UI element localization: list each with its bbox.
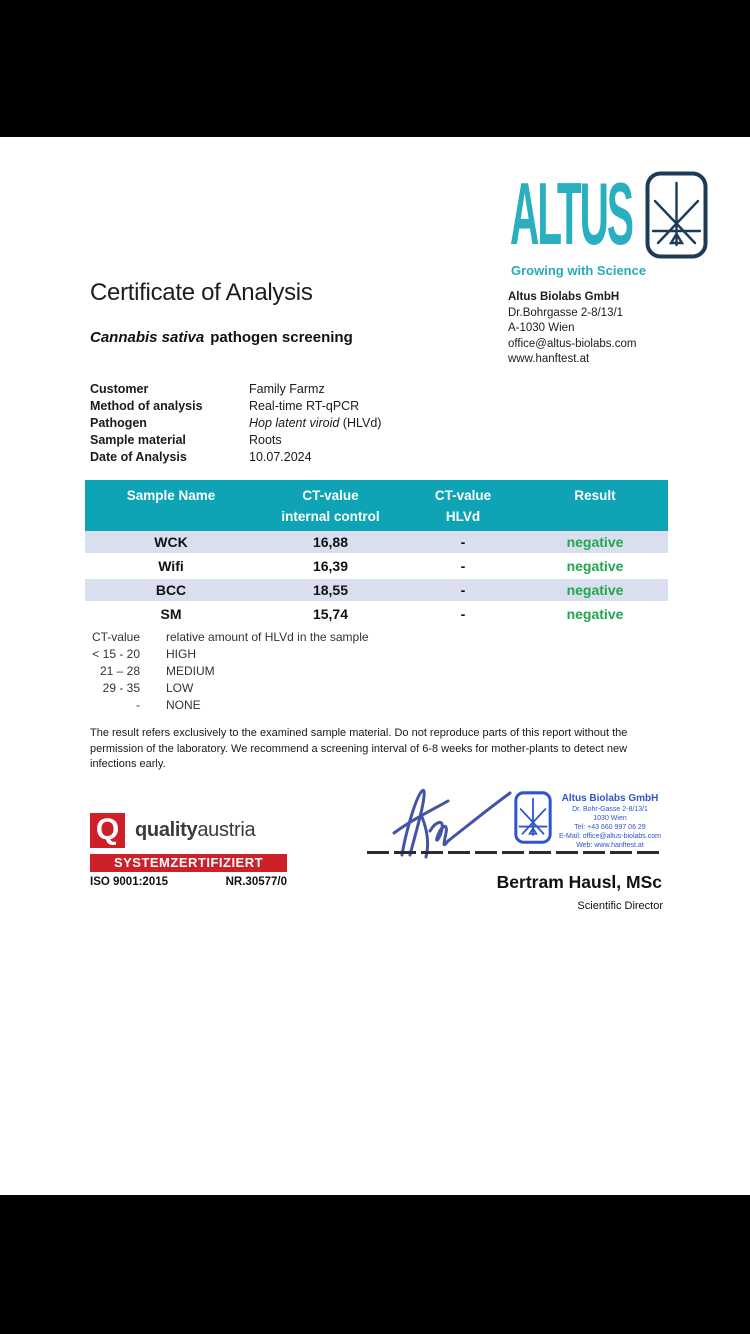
- legend-row-high: < 15 - 20 HIGH: [92, 647, 196, 661]
- certificate-number: NR.30577/0: [225, 876, 287, 888]
- systemzertifiziert-banner: SYSTEMZERTIFIZIERT: [90, 854, 287, 872]
- legend-row-low: 29 - 35 LOW: [102, 681, 194, 695]
- table-row: BCC 18,55 - negative: [85, 579, 668, 603]
- subtitle-rest: pathogen screening: [210, 329, 353, 346]
- certificate-page: [0, 137, 750, 1195]
- results-table-header: [85, 480, 668, 531]
- header-sample-name: Sample Name: [126, 488, 216, 503]
- quality-austria-brand: qualityaustria: [135, 819, 256, 841]
- lab-city: A-1030 Wien: [508, 322, 575, 334]
- header-result: Result: [574, 488, 616, 503]
- table-row: WCK 16,88 - negative: [85, 531, 668, 555]
- detail-row-method: Method of analysis Real-time RT-qPCR: [90, 399, 360, 413]
- page-subtitle: [90, 329, 353, 346]
- hemp-leaf-icon: [645, 171, 708, 259]
- legend-row-medium: 21 – 28 MEDIUM: [99, 664, 215, 678]
- detail-row-pathogen: Pathogen Hop latent viroid (HLVd): [90, 416, 382, 430]
- logo-tagline: Growing with Science: [511, 263, 647, 278]
- stamp-lab-name: Altus Biolabs GmbH: [561, 793, 659, 804]
- table-row: Wifi 16,39 - negative: [85, 555, 668, 579]
- lab-email: office@altus-biolabs.com: [508, 337, 637, 350]
- legend-header: CT-value relative amount of HLVd in the sample: [91, 630, 369, 644]
- altus-logo: [510, 164, 640, 264]
- results-table: [85, 480, 668, 627]
- analysis-details: [90, 381, 381, 466]
- quality-austria-q-icon: Q: [90, 813, 125, 848]
- header-ct-internal: CT-value internal control: [281, 488, 380, 524]
- signatory-role: Scientific Director: [577, 900, 663, 912]
- signature-line: [367, 851, 660, 854]
- detail-row-date: Date of Analysis 10.07.2024: [90, 450, 312, 464]
- detail-row-customer: Customer Family Farmz: [90, 382, 325, 396]
- table-row: SM 15,74 - negative: [85, 603, 668, 627]
- legend-row-none: - NONE: [136, 698, 201, 712]
- subtitle-species: Cannabis sativa: [90, 329, 205, 346]
- stamp-leaf-icon: [514, 791, 552, 844]
- header-ct-hlvd: CT-value HLVd: [434, 488, 492, 524]
- lab-name: Altus Biolabs GmbH: [508, 291, 620, 303]
- result-badge: negative: [566, 606, 624, 622]
- quality-austria-certification: [90, 813, 288, 888]
- lab-website: www.hanftest.at: [508, 353, 590, 365]
- result-badge: negative: [566, 582, 624, 598]
- detail-row-sample-material: Sample material Roots: [90, 433, 282, 447]
- lab-address-block: [508, 290, 636, 368]
- result-badge: negative: [566, 534, 624, 550]
- iso-number: ISO 9001:2015: [90, 876, 169, 888]
- ct-value-legend: [90, 629, 369, 714]
- result-badge: negative: [566, 558, 624, 574]
- altus-wordmark: ALTUS: [510, 164, 632, 264]
- page-title: Certificate of Analysis: [90, 279, 313, 306]
- lab-stamp: Altus Biolabs GmbH Dr. Bohr-Gasse 2-8/13/1 1030 Wien Tel: +43 660 997 06 29 E-Mail: office@altus-biolabs.com Web: www.hanftest.at: [550, 793, 670, 850]
- lab-street: Dr.Bohrgasse 2-8/13/1: [508, 306, 624, 319]
- disclaimer-text: The result refers exclusively to the examined sample material. Do not reproduce parts of this report without the permission of the laboratory. We recommend a screening interval of 6-8 weeks for mother-plants to detect new infections early.: [90, 727, 628, 770]
- signatory-name: Bertram Hausl, MSc: [496, 872, 662, 892]
